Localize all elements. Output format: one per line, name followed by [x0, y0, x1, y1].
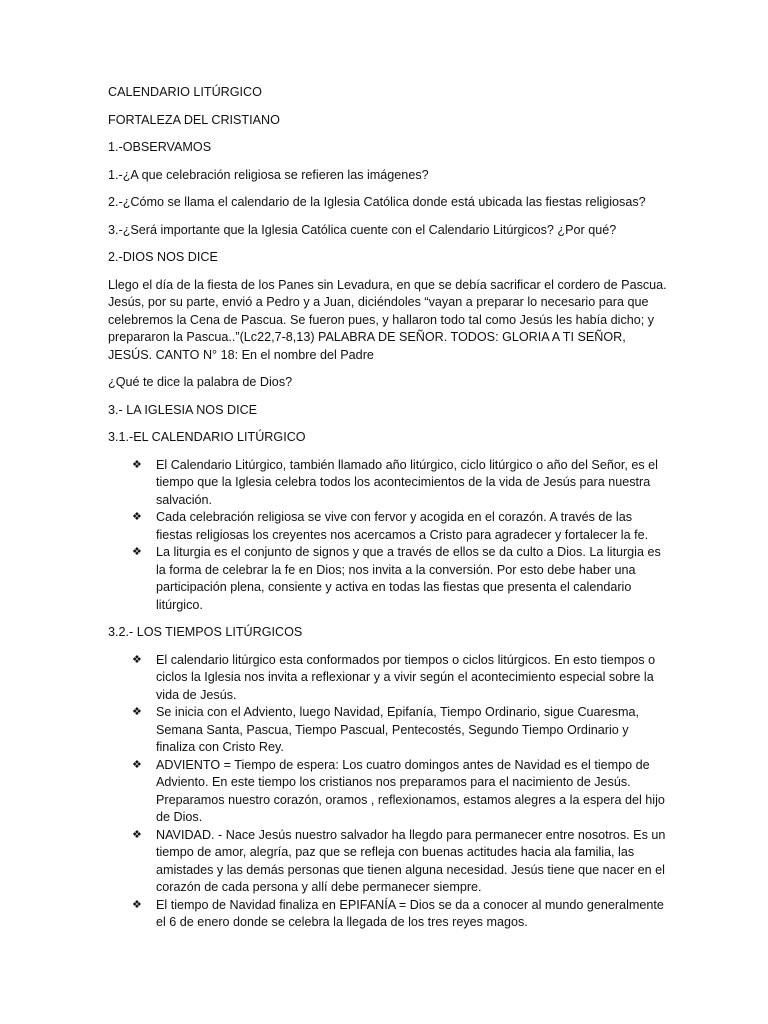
diamond-bullet-icon: ❖ — [132, 546, 142, 558]
diamond-bullet-icon: ❖ — [132, 828, 142, 841]
list-item-text: NAVIDAD. - Nace Jesús nuestro salvador ha llegdo para permanecer entre nosotros. Es un tiempo de amor, alegría, paz que se refleja con buenas actitudes hacia ala familia, las amistades y las demás personas que tienen alguna necesidad. Jesús tiene que nacer en el corazón de cada persona y allí debe permanecer siempre. — [156, 827, 666, 894]
document-title: CALENDARIO LITÚRGICO — [108, 85, 262, 99]
list-item — [108, 544, 668, 614]
list-item — [108, 652, 668, 705]
list-item-text: El tiempo de Navidad finaliza en EPIFANÍA = Dios se da a conocer al mundo generalmente el 6 de enero donde se celebra la llegada de los tres reyes magos. — [156, 897, 664, 929]
tiempos-bullet-list — [108, 652, 668, 932]
list-item-text: La liturgia es el conjunto de signos y que a través de ellos se da culto a Dios. La liturgia es la forma de celebrar la fe en Dios; nos invita a la conversión. Por esto debe haber una participación plena, consiente y activa en todas las fiestas que presenta el calendario litúrgico. — [156, 545, 661, 612]
diamond-bullet-icon: ❖ — [132, 758, 142, 771]
list-item-text: Cada celebración religiosa se vive con fervor y acogida en el corazón. A través de las fiestas religiosas los creyentes nos acercamos a Cristo para agradecer y fortalecer la fe. — [156, 510, 649, 542]
list-item-text: Se inicia con el Adviento, luego Navidad, Epifanía, Tiempo Ordinario, sigue Cuaresma, Semana Santa, Pascua, Tiempo Pascual, Pentecostés, Segundo Tiempo Ordinario y finaliza con Cristo Rey. — [156, 705, 640, 754]
reflection-question: ¿Qué te dice la palabra de Dios? — [108, 375, 293, 389]
list-item — [108, 457, 668, 510]
diamond-bullet-icon: ❖ — [132, 706, 142, 718]
section-iglesia-nos-dice-title: 3.- LA IGLESIA NOS DICE — [108, 402, 258, 417]
question-3: 3.-¿Será importante que la Iglesia Católica cuente con el Calendario Litúrgicos? ¿Por qué? — [108, 222, 617, 237]
diamond-bullet-icon: ❖ — [132, 511, 142, 523]
section-dios-nos-dice-title: 2.-DIOS NOS DICE — [108, 250, 218, 264]
diamond-bullet-icon: ❖ — [132, 653, 142, 666]
diamond-bullet-icon: ❖ — [132, 898, 142, 911]
document-subtitle: FORTALEZA DEL CRISTIANO — [108, 112, 280, 127]
diamond-bullet-icon: ❖ — [132, 458, 142, 471]
document-page — [108, 84, 668, 942]
list-item — [108, 897, 668, 932]
list-item — [108, 509, 668, 544]
question-1: 1.-¿A que celebración religiosa se refieren las imágenes? — [108, 167, 429, 182]
list-item-text: El calendario litúrgico esta conformados por tiempos o ciclos litúrgicos. En esto tiempos o ciclos la Iglesia nos invita a reflexionar y a vivir según el acontecimiento especial sobre la vida de Jesús. — [156, 652, 656, 702]
section-observamos-title: 1.-OBSERVAMOS — [108, 140, 212, 154]
calendario-bullet-list — [108, 457, 668, 615]
list-item — [108, 827, 668, 897]
scripture-paragraph: Llego el día de la fiesta de los Panes sin Levadura, en que se debía sacrificar el cordero de Pascua. Jesús, por su parte, envió a Pedro y a Juan, diciéndoles “vayan a preparar lo necesario para que celebremos la Cena de Pascua. Se fueron pues, y hallaron todo tal como Jesús les había dicho; y prepararon la Pascua..”(Lc22,7-8,13) PALABRA DE SEÑOR. TODOS: GLORIA A TI SEÑOR, JESÚS. CANTO N° 18: En el nombre del Padre — [108, 277, 667, 362]
subsection-tiempos-title: 3.2.- LOS TIEMPOS LITÚRGICOS — [108, 625, 303, 639]
list-item — [108, 757, 668, 827]
question-2: 2.-¿Cómo se llama el calendario de la Iglesia Católica donde está ubicada las fiestas religiosas? — [108, 195, 646, 209]
list-item-text: El Calendario Litúrgico, también llamado año litúrgico, ciclo litúrgico o año del Señor, es el tiempo que la Iglesia celebra todos los acontecimientos de la vida de Jesús para nuestra salvación. — [156, 457, 658, 507]
list-item — [108, 704, 668, 757]
subsection-calendario-title: 3.1.-EL CALENDARIO LITÚRGICO — [108, 430, 306, 444]
list-item-text: ADVIENTO = Tiempo de espera: Los cuatro domingos antes de Navidad es el tiempo de Adviento. En este tiempo los cristianos nos preparamos para el nacimiento de Jesús. Preparamos nuestro corazón, oramos , reflexionamos, estamos alegres a la espera del hijo de Dios. — [156, 757, 665, 824]
